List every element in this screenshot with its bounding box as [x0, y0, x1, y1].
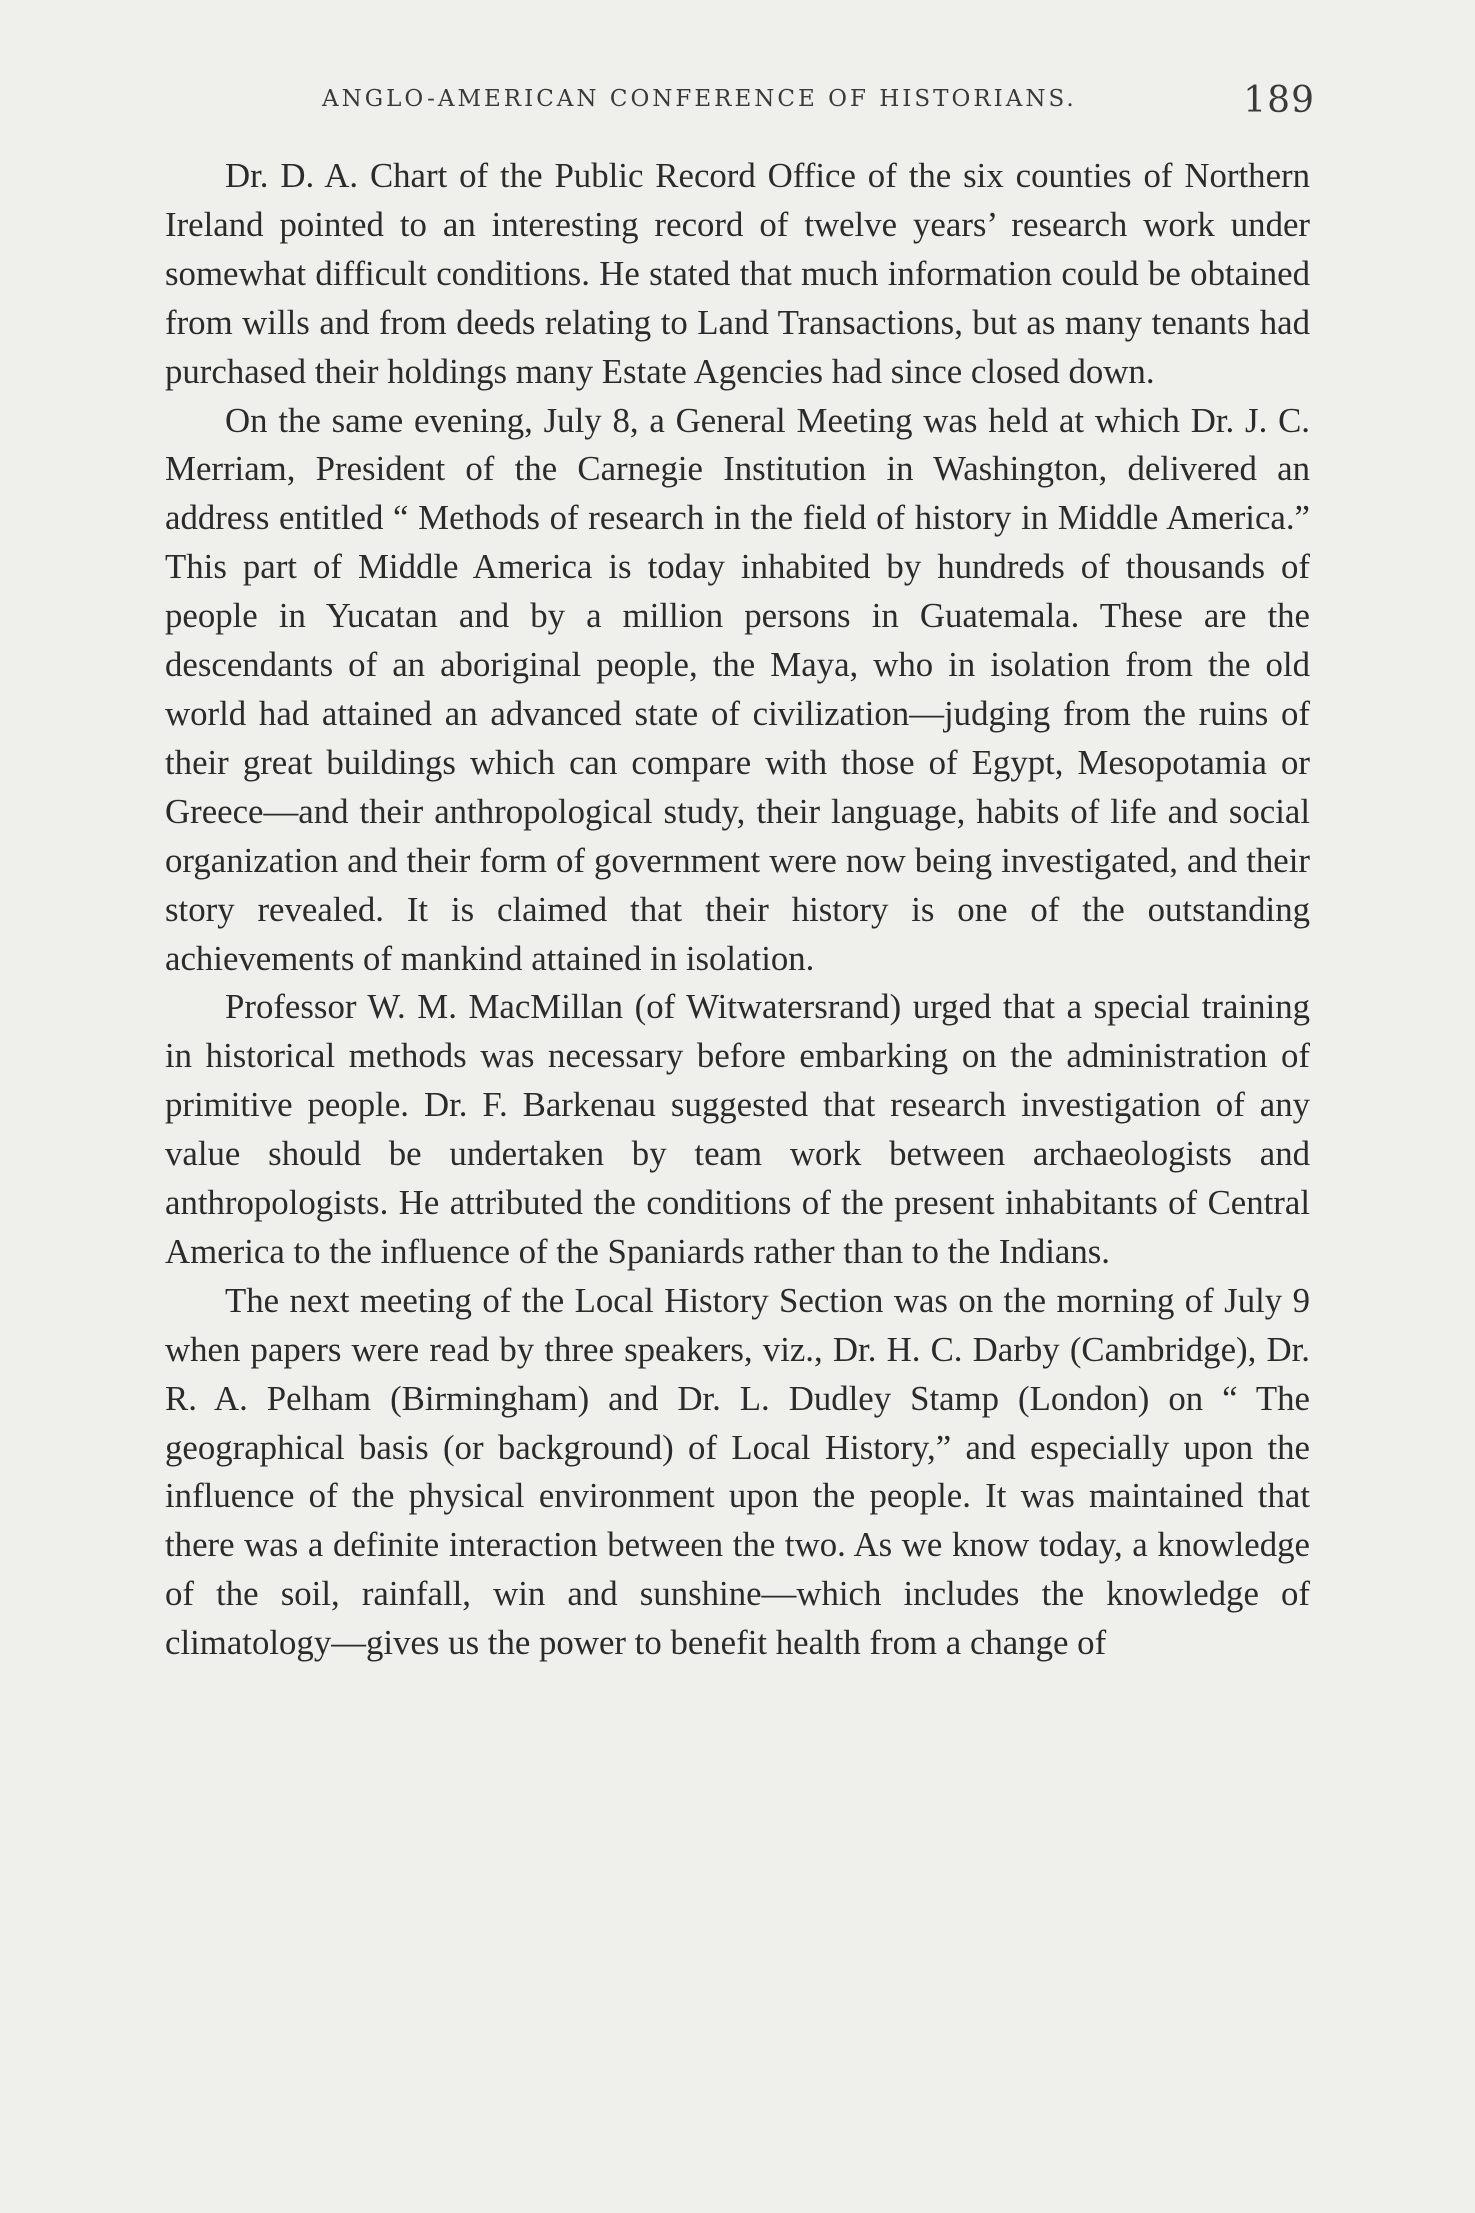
body-text [165, 152, 1310, 1668]
running-head [165, 80, 1315, 130]
paragraph-macmillan: Professor W. M. MacMillan (of Witwatersrand) urged that a special training in historical methods was necessary before embarking on the administration of primitive people. Dr. F. Barkenau suggested that research investigation of any value should be undertaken by team work between archaeologists and anthropologists. He attributed the conditions of the present inhabitants of Central America to the influence of the Spaniards rather than to the Indians. [165, 987, 1310, 1271]
paragraph-general-meeting: On the same evening, July 8, a General Meeting was held at which Dr. J. C. Merriam, President of the Carnegie Institution in Washington, delivered an address entitled “ Methods of research in the field of history in Middle America.” This part of Middle America is today inhabited by hundreds of thousands of people in Yucatan and by a million persons in Guatemala. These are the descendants of an aboriginal people, the Maya, who in isolation from the old world had attained an advanced state of civilization—judging from the ruins of their great buildings which can compare with those of Egypt, Mesopotamia or Greece—and their anthropological study, their language, habits of life and social organization and their form of government were now being investigated, and their story revealed. It is claimed that their history is one of the outstanding achievements of mankind attained in isolation. [165, 400, 1310, 978]
paragraph-local-history: The next meeting of the Local History Section was on the morning of July 9 when papers were read by three speakers, viz., Dr. H. C. Darby (Cambridge), Dr. R. A. Pelham (Birmingham) and Dr. L. Dudley Stamp (London) on “ The geographical basis (or background) of Local History,” and especially upon the influence of the physical environment upon the people. It was maintained that there was a definite interaction between the two. As we know today, a knowledge of the soil, rainfall, win and sunshine—which includes the knowledge of climatology—gives us the power to benefit health from a change of [165, 1280, 1310, 1663]
paragraph-chart: Dr. D. A. Chart of the Public Record Office of the six counties of Northern Ireland pointed to an interesting record of twelve years’ research work under somewhat difficult conditions. He stated that much information could be obtained from wills and from deeds relating to Land Transactions, but as many tenants had purchased their holdings many Estate Agencies had since closed down. [165, 156, 1310, 391]
page-number: 189 [1243, 80, 1315, 121]
running-title: ANGLO-AMERICAN CONFERENCE OF HISTORIANS. [322, 86, 1077, 112]
